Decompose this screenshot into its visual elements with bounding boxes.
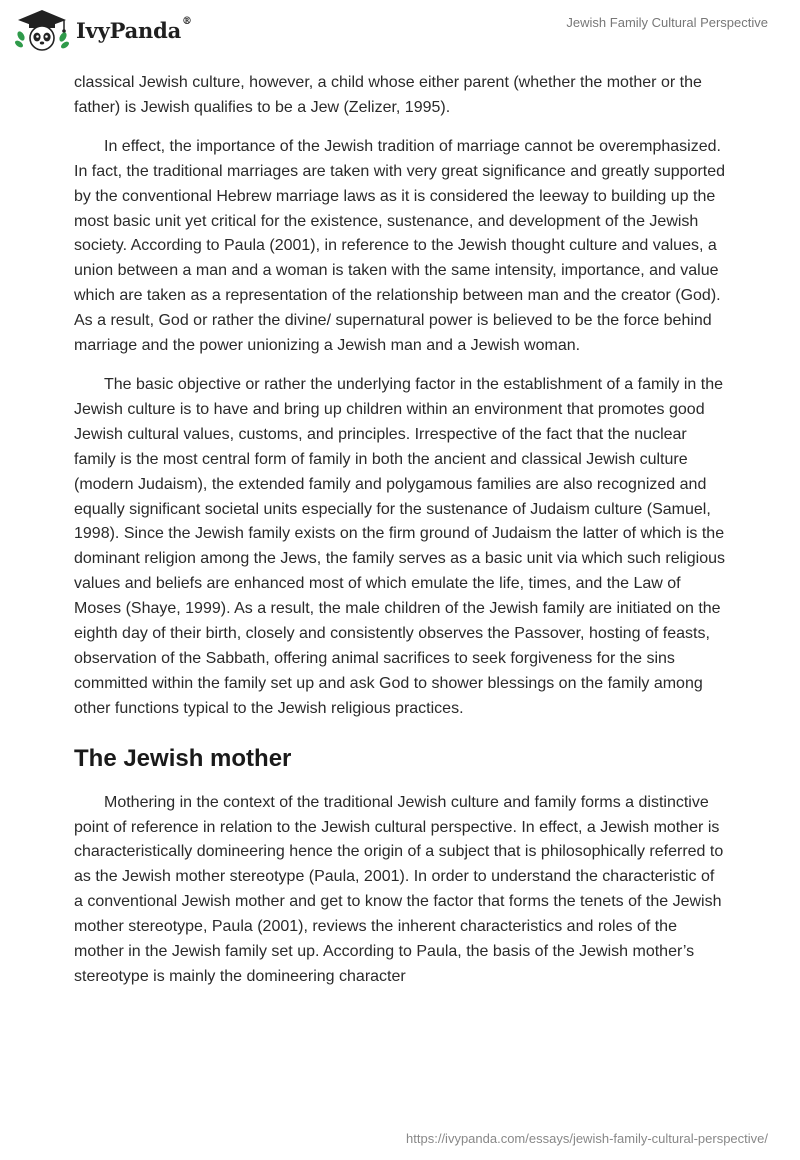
source-url[interactable]: https://ivypanda.com/essays/jewish-family-cultural-perspective/ — [406, 1131, 768, 1146]
paragraph-1: classical Jewish culture, however, a child whose either parent (whether the mother or the father) is Jewish qualifies to be a Jew (Zelizer, 1995). — [74, 74, 702, 116]
brand-name: IvyPanda® — [76, 15, 192, 43]
essay-content — [74, 71, 726, 1004]
section-heading: The Jewish mother — [74, 744, 292, 772]
panda-graduate-icon — [14, 8, 70, 52]
paragraph-2: In effect, the importance of the Jewish tradition of marriage cannot be overemphasized. In fact, the traditional marriages are taken with very great significance and greatly supported by the conventional Hebrew marriage laws as it is considered the leeway to building up the most basic unit yet critical for the existence, sustenance, and development of the Jewish society. According to Paula (2001), in reference to the Jewish thought culture and values, a union between a man and a woman is taken with the same intensity, importance, and value which are taken as a representation of the relationship between man and the creator (God). As a result, God or rather the divine/ supernatural power is believed to be the force behind marriage and the power unionizing a Jewish man and a Jewish woman. — [74, 137, 726, 355]
paragraph-4: Mothering in the context of the traditional Jewish culture and family forms a distinctive point of reference in relation to the Jewish cultural perspective. In effect, a Jewish mother is characteristically domineering hence the origin of a subject that is philosophically referred to as the Jewish mother stereotype (Paula, 2001). In order to understand the characteristic of a conventional Jewish mother and get to know the factor that forms the tenets of the Jewish mother stereotype, Paula (2001), reviews the inherent characteristics and roles of the mother in the Jewish family set up. According to Paula, the basis of the Jewish mother’s stereotype is mainly the domineering character — [74, 793, 724, 985]
paragraph-3: The basic objective or rather the underlying factor in the establishment of a family in the Jewish culture is to have and bring up children within an environment that promotes good Jewish cultural values, customs, and principles. Irrespective of the fact that the nuclear family is the most central form of family in both the ancient and classical Jewish culture (modern Judaism), the extended family and polygamous families are also recognized and equally significant societal units especially for the sustenance of Judaism culture (Samuel, 1998). Since the Jewish family exists on the firm ground of Judaism the latter of which is the dominant religion among the Jews, the family serves as a basic unit via which such religious values and beliefs are enhanced most of which emulate the life, times, and the Law of Moses (Shaye, 1999). As a result, the male children of the Jewish family are initiated on the eighth day of their birth, closely and consistently observes the Passover, hosting of feasts, observation of the Sabbath, offering animal sacrifices to seek forgiveness for the sins committed within the family set up and ask God to shower blessings on the family among other functions typical to the Jewish religious practices. — [74, 375, 725, 717]
running-title: Jewish Family Cultural Perspective — [566, 15, 768, 30]
page-header — [0, 0, 800, 70]
ivypanda-logo[interactable] — [14, 8, 192, 52]
